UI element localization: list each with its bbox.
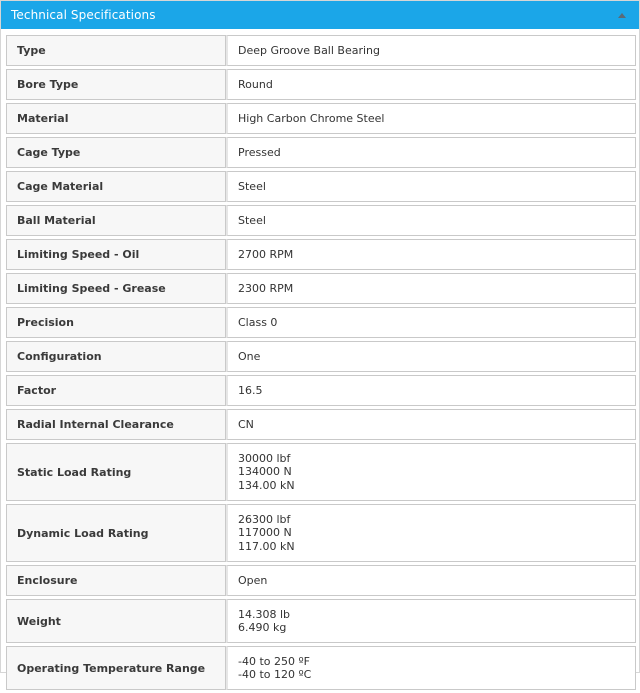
spec-row (6, 375, 636, 406)
spec-value-line: 117000 N (238, 526, 292, 540)
spec-row (6, 504, 636, 562)
spec-row (6, 171, 636, 202)
spec-label: Dynamic Load Rating (6, 504, 226, 562)
spec-value (226, 341, 636, 372)
spec-value-line: -40 to 120 ºC (238, 668, 312, 681)
spec-label: Bore Type (6, 69, 226, 100)
spec-value (226, 137, 636, 168)
spec-value-line: 16.5 (238, 383, 263, 397)
spec-value-line: Class 0 (238, 315, 278, 329)
spec-value-line: 26300 lbf (238, 512, 291, 526)
specifications-table-body (6, 35, 636, 690)
spec-value (226, 171, 636, 202)
spec-label: Enclosure (6, 565, 226, 596)
spec-row (6, 341, 636, 372)
spec-row (6, 103, 636, 134)
spec-value-line: 117.00 kN (238, 539, 295, 553)
spec-value-line: High Carbon Chrome Steel (238, 111, 385, 125)
spec-value (226, 599, 636, 643)
spec-row (6, 307, 636, 338)
spec-value-line: 2300 RPM (238, 281, 294, 295)
spec-value-line: 134.00 kN (238, 478, 295, 492)
spec-row (6, 239, 636, 270)
spec-value-line: One (238, 349, 261, 363)
spec-label: Type (6, 35, 226, 66)
spec-value (226, 409, 636, 440)
spec-value-line: Open (238, 573, 268, 587)
spec-value-line: CN (238, 417, 254, 431)
spec-value (226, 504, 636, 562)
spec-value-line: -40 to 250 ºF (238, 654, 311, 668)
spec-value (226, 35, 636, 66)
spec-value-line: Steel (238, 179, 266, 193)
spec-value (226, 307, 636, 338)
spec-label: Material (6, 103, 226, 134)
spec-row (6, 565, 636, 596)
spec-label: Weight (6, 599, 226, 643)
spec-value (226, 239, 636, 270)
spec-row (6, 409, 636, 440)
spec-row (6, 273, 636, 304)
spec-label: Radial Internal Clearance (6, 409, 226, 440)
spec-label: Ball Material (6, 205, 226, 236)
spec-value-line: Steel (238, 213, 266, 227)
specifications-table (6, 32, 636, 693)
panel-header[interactable] (1, 1, 639, 29)
spec-value (226, 205, 636, 236)
spec-row (6, 599, 636, 643)
spec-value (226, 273, 636, 304)
spec-row (6, 205, 636, 236)
spec-label: Operating Temperature Range (6, 646, 226, 690)
spec-value-line: 134000 N (238, 465, 292, 479)
spec-value (226, 646, 636, 690)
spec-value (226, 69, 636, 100)
spec-value (226, 443, 636, 501)
spec-row (6, 137, 636, 168)
spec-value (226, 375, 636, 406)
spec-row (6, 35, 636, 66)
spec-row (6, 646, 636, 690)
spec-label: Cage Material (6, 171, 226, 202)
spec-label: Cage Type (6, 137, 226, 168)
spec-value (226, 103, 636, 134)
spec-label: Configuration (6, 341, 226, 372)
spec-value-line: Pressed (238, 145, 281, 159)
spec-value (226, 565, 636, 596)
panel-title: Technical Specifications (11, 8, 156, 22)
spec-value-line: Round (238, 77, 273, 91)
chevron-up-icon[interactable] (615, 8, 629, 22)
spec-row (6, 443, 636, 501)
spec-value-line: 2700 RPM (238, 247, 294, 261)
spec-label: Static Load Rating (6, 443, 226, 501)
spec-value-line: 30000 lbf (238, 451, 291, 465)
spec-row (6, 69, 636, 100)
spec-label: Precision (6, 307, 226, 338)
spec-label: Limiting Speed - Oil (6, 239, 226, 270)
spec-value-line: 6.490 kg (238, 621, 287, 634)
spec-label: Limiting Speed - Grease (6, 273, 226, 304)
spec-label: Factor (6, 375, 226, 406)
spec-value-line: Deep Groove Ball Bearing (238, 43, 381, 57)
spec-value-line: 14.308 lb (238, 607, 291, 621)
